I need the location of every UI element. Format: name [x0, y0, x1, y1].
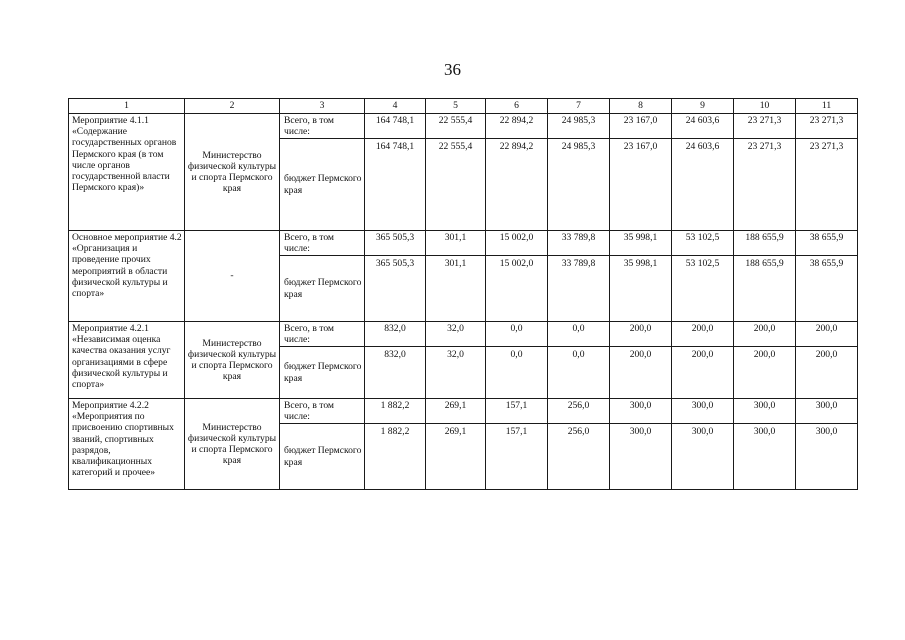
value-cell: 200,0	[796, 322, 858, 347]
value-cell: 301,1	[426, 231, 486, 256]
value-cell: 300,0	[734, 399, 796, 424]
value-cell: 200,0	[672, 347, 734, 399]
value-cell: 0,0	[486, 322, 548, 347]
value-cell: 15 002,0	[486, 231, 548, 256]
activity-name: Мероприятие 4.2.1 «Независимая оценка качества оказания услуг организациями в сфере физической культуры и спорта»	[69, 322, 185, 399]
value-cell: 23 271,3	[734, 139, 796, 231]
value-cell: 200,0	[610, 347, 672, 399]
value-cell: 200,0	[734, 322, 796, 347]
value-cell: 38 655,9	[796, 256, 858, 322]
executor-cell: Министерство физической культуры и спорта Пермского края	[185, 399, 280, 490]
funding-source-budget: бюджет Пермского края	[280, 139, 365, 231]
column-header: 4	[365, 99, 426, 114]
value-cell: 832,0	[365, 322, 426, 347]
value-cell: 38 655,9	[796, 231, 858, 256]
executor-cell: Министерство физической культуры и спорта Пермского края	[185, 322, 280, 399]
value-cell: 24 603,6	[672, 114, 734, 139]
value-cell: 1 882,2	[365, 399, 426, 424]
value-cell: 32,0	[426, 322, 486, 347]
value-cell: 23 271,3	[796, 139, 858, 231]
funding-source-total: Всего, в том числе:	[280, 231, 365, 256]
value-cell: 365 505,3	[365, 231, 426, 256]
value-cell: 157,1	[486, 424, 548, 490]
activity-name: Мероприятие 4.2.2 «Мероприятия по присвоению спортивных званий, спортивных разрядов, квалификационных категорий и прочее»	[69, 399, 185, 490]
value-cell: 300,0	[796, 424, 858, 490]
value-cell: 164 748,1	[365, 139, 426, 231]
value-cell: 200,0	[672, 322, 734, 347]
value-cell: 35 998,1	[610, 256, 672, 322]
value-cell: 200,0	[610, 322, 672, 347]
value-cell: 300,0	[672, 424, 734, 490]
activity-name: Мероприятие 4.1.1 «Содержание государственных органов Пермского края (в том числе органов государственной власти Пермского края)»	[69, 114, 185, 231]
value-cell: 365 505,3	[365, 256, 426, 322]
budget-table	[68, 98, 858, 490]
value-cell: 22 555,4	[426, 139, 486, 231]
value-cell: 269,1	[426, 399, 486, 424]
funding-source-total: Всего, в том числе:	[280, 322, 365, 347]
value-cell: 22 555,4	[426, 114, 486, 139]
value-cell: 157,1	[486, 399, 548, 424]
value-cell: 0,0	[548, 322, 610, 347]
table-row	[69, 322, 858, 347]
funding-source-budget: бюджет Пермского края	[280, 256, 365, 322]
value-cell: 24 603,6	[672, 139, 734, 231]
value-cell: 22 894,2	[486, 114, 548, 139]
column-header: 5	[426, 99, 486, 114]
value-cell: 35 998,1	[610, 231, 672, 256]
header-row	[69, 99, 858, 114]
value-cell: 33 789,8	[548, 231, 610, 256]
column-header: 2	[185, 99, 280, 114]
value-cell: 23 271,3	[734, 114, 796, 139]
value-cell: 164 748,1	[365, 114, 426, 139]
value-cell: 188 655,9	[734, 231, 796, 256]
value-cell: 22 894,2	[486, 139, 548, 231]
value-cell: 23 271,3	[796, 114, 858, 139]
value-cell: 269,1	[426, 424, 486, 490]
value-cell: 0,0	[548, 347, 610, 399]
value-cell: 300,0	[610, 399, 672, 424]
value-cell: 24 985,3	[548, 114, 610, 139]
value-cell: 53 102,5	[672, 231, 734, 256]
value-cell: 300,0	[672, 399, 734, 424]
value-cell: 24 985,3	[548, 139, 610, 231]
value-cell: 15 002,0	[486, 256, 548, 322]
value-cell: 300,0	[734, 424, 796, 490]
value-cell: 200,0	[734, 347, 796, 399]
funding-source-total: Всего, в том числе:	[280, 114, 365, 139]
value-cell: 32,0	[426, 347, 486, 399]
value-cell: 33 789,8	[548, 256, 610, 322]
funding-source-budget: бюджет Пермского края	[280, 424, 365, 490]
value-cell: 1 882,2	[365, 424, 426, 490]
table-row	[69, 231, 858, 256]
value-cell: 300,0	[796, 399, 858, 424]
value-cell: 256,0	[548, 399, 610, 424]
value-cell: 200,0	[796, 347, 858, 399]
column-header: 9	[672, 99, 734, 114]
column-header: 8	[610, 99, 672, 114]
column-header: 7	[548, 99, 610, 114]
value-cell: 300,0	[610, 424, 672, 490]
value-cell: 53 102,5	[672, 256, 734, 322]
column-header: 10	[734, 99, 796, 114]
value-cell: 23 167,0	[610, 139, 672, 231]
value-cell: 832,0	[365, 347, 426, 399]
value-cell: 256,0	[548, 424, 610, 490]
budget-table-container	[68, 98, 858, 490]
column-header: 6	[486, 99, 548, 114]
funding-source-total: Всего, в том числе:	[280, 399, 365, 424]
value-cell: 0,0	[486, 347, 548, 399]
table-body	[69, 114, 858, 490]
value-cell: 23 167,0	[610, 114, 672, 139]
column-header: 1	[69, 99, 185, 114]
table-row	[69, 114, 858, 139]
executor-cell: Министерство физической культуры и спорта Пермского края	[185, 114, 280, 231]
table-header	[69, 99, 858, 114]
table-row	[69, 399, 858, 424]
page-number: 36	[444, 60, 461, 79]
column-header: 3	[280, 99, 365, 114]
value-cell: 301,1	[426, 256, 486, 322]
value-cell: 188 655,9	[734, 256, 796, 322]
executor-cell: -	[185, 231, 280, 322]
column-header: 11	[796, 99, 858, 114]
funding-source-budget: бюджет Пермского края	[280, 347, 365, 399]
activity-name: Основное мероприятие 4.2 «Организация и проведение прочих мероприятий в области физической культуры и спорта»	[69, 231, 185, 322]
